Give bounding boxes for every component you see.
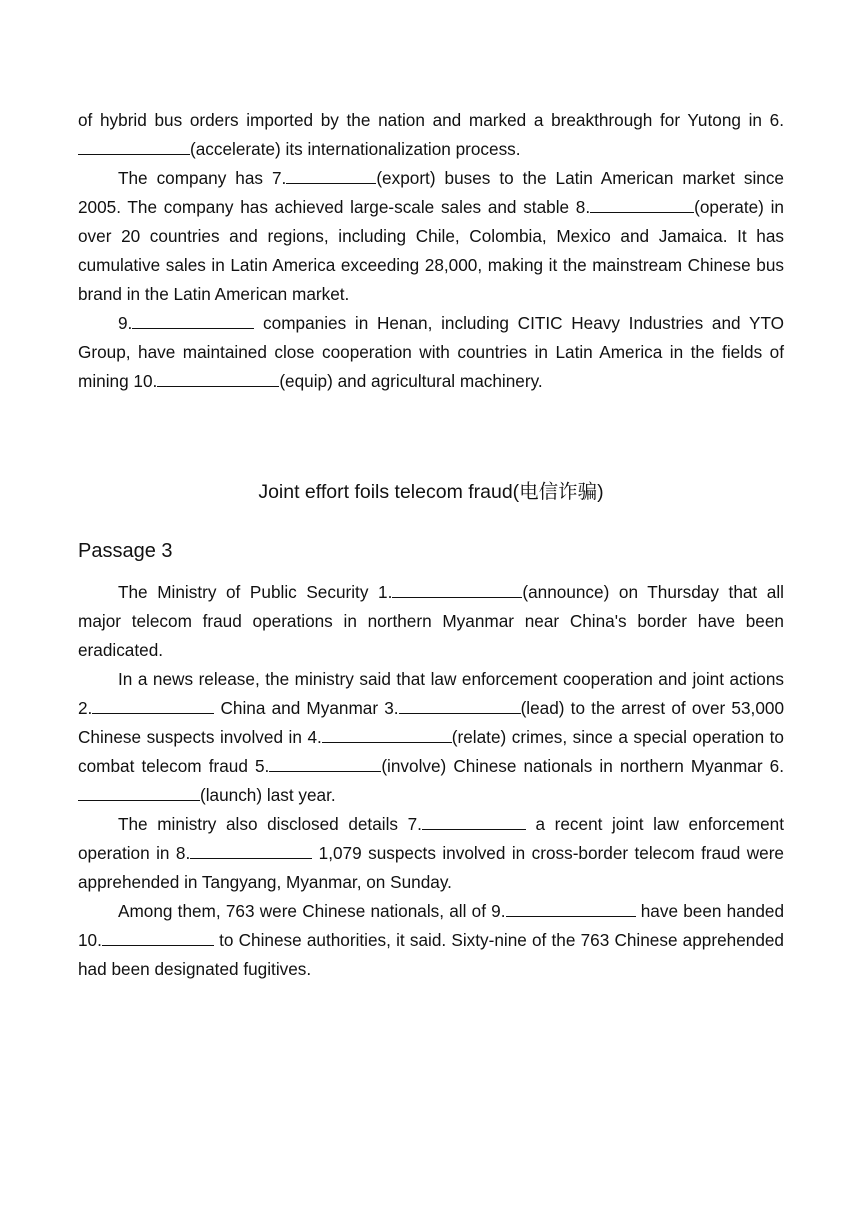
spacer xyxy=(78,396,784,478)
text-segment: (announce) on Thursday that all major telecom fraud operations in northern Myanmar near China's border have been eradicated. xyxy=(78,582,785,660)
question-number: 6. xyxy=(769,110,784,130)
text-segment: The company has 7. xyxy=(118,168,287,188)
text-segment: companies in Henan, including CITIC Heavy Industries and YTO Group, have maintained close cooperation with countries in Latin America in the fields of mining 10. xyxy=(78,313,784,391)
text-segment: (launch) last year. xyxy=(200,785,336,805)
answer-blank-8[interactable] xyxy=(190,843,312,859)
answer-blank-9[interactable] xyxy=(506,901,636,917)
answer-blank-1[interactable] xyxy=(392,582,522,598)
answer-blank-10[interactable] xyxy=(102,930,214,946)
answer-blank-8[interactable] xyxy=(590,197,694,213)
passage2-paragraph-3 xyxy=(78,309,784,396)
text-segment: China and Myanmar 3. xyxy=(214,698,399,718)
answer-blank-2[interactable] xyxy=(92,698,214,714)
passage2-paragraph-2 xyxy=(78,164,784,309)
text-segment: (operate) in over 20 countries and regions, including Chile, Colombia, Mexico and Jamaica. It has cumulative sales in Latin America exceeding 28,000, making it the mainstream Chinese bus brand in the Latin American market. xyxy=(78,197,784,304)
passage3-paragraph-3 xyxy=(78,810,784,897)
text-segment: 1,079 suspects involved in cross-border telecom fraud were apprehended in Tangyang, Myanmar, on Sunday. xyxy=(78,843,784,892)
text-segment: (relate) crimes, since a special operation to combat telecom fraud 5. xyxy=(78,727,784,776)
answer-blank-6[interactable] xyxy=(78,139,190,155)
text-segment: (equip) and agricultural machinery. xyxy=(279,371,543,391)
text-segment: (involve) Chinese nationals in northern Myanmar 6. xyxy=(381,756,784,776)
text-segment: a recent joint law enforcement operation in 8. xyxy=(78,814,784,863)
passage2-paragraph-1 xyxy=(78,106,784,164)
answer-blank-7[interactable] xyxy=(286,168,376,184)
text-line: of hybrid bus orders imported by the nation and marked a breakthrough for Yutong in xyxy=(78,110,762,130)
text-segment: (lead) to the arrest of over 53,000 Chinese suspects involved in 4. xyxy=(78,698,784,747)
text-segment: Among them, 763 were Chinese nationals, all of 9. xyxy=(118,901,506,921)
question-number: 9. xyxy=(118,313,133,333)
answer-blank-3[interactable] xyxy=(399,698,521,714)
text-segment: The ministry also disclosed details 7. xyxy=(118,814,422,834)
text-segment: In a news release, the ministry said that law enforcement cooperation and joint actions 2. xyxy=(78,669,784,718)
hint-text: (accelerate) its internationalization process. xyxy=(190,139,521,159)
answer-blank-5[interactable] xyxy=(269,756,381,772)
document-page xyxy=(78,106,784,984)
answer-blank-10[interactable] xyxy=(157,371,279,387)
text-segment: The Ministry of Public Security 1. xyxy=(118,582,393,602)
spacer xyxy=(78,507,784,537)
passage3-paragraph-1 xyxy=(78,578,784,665)
answer-blank-7[interactable] xyxy=(422,814,526,830)
spacer xyxy=(78,566,784,578)
answer-blank-4[interactable] xyxy=(322,727,452,743)
answer-blank-6[interactable] xyxy=(78,785,200,801)
answer-blank-9[interactable] xyxy=(132,313,254,329)
passage3-heading: Passage 3 xyxy=(78,540,173,562)
passage3-paragraph-4 xyxy=(78,897,784,984)
text-segment: to Chinese authorities, it said. Sixty-nine of the 763 Chinese apprehended had been designated fugitives. xyxy=(78,930,784,979)
text-segment: have been handed 10. xyxy=(78,901,785,950)
text-segment: (export) buses to the Latin American market since 2005. The company has achieved large-scale sales and stable 8. xyxy=(78,168,784,217)
passage3-title: Joint effort foils telecom fraud(电信诈骗) xyxy=(258,481,604,503)
passage3-paragraph-2 xyxy=(78,665,784,810)
